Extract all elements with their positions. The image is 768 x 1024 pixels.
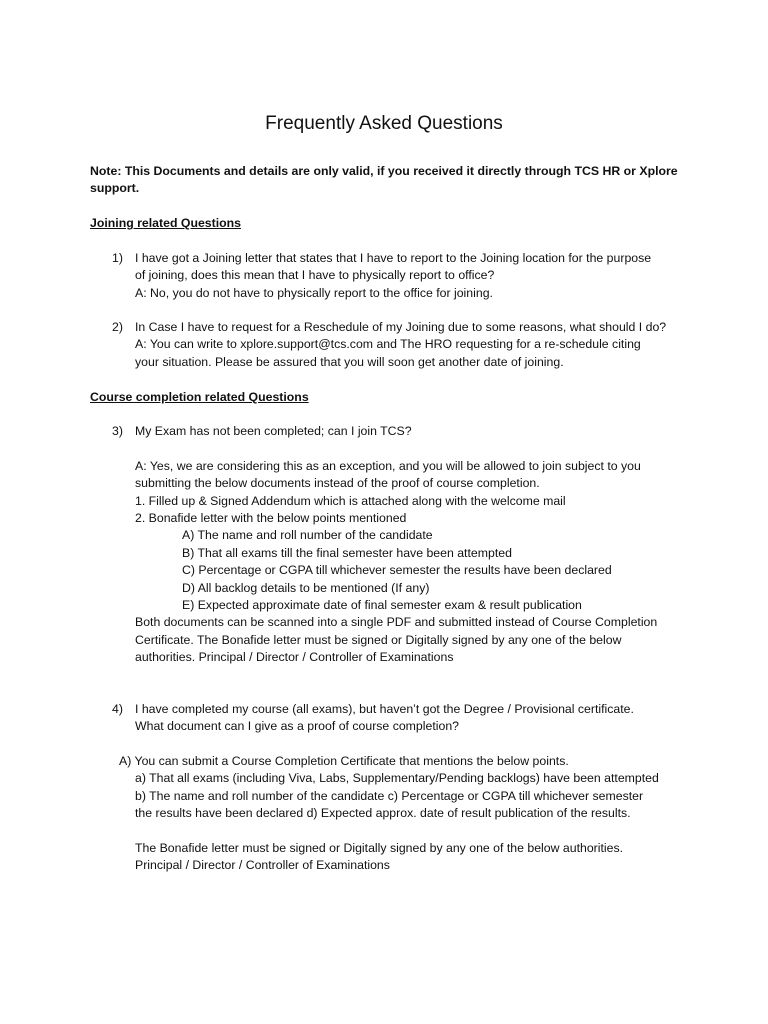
q3-answer-line-3: 1. Filled up & Signed Addendum which is attached along with the welcome mail — [135, 494, 566, 508]
q2-answer-line-2: your situation. Please be assured that you will soon get another date of joining. — [135, 355, 564, 369]
q3-point-c: C) Percentage or CGPA till whichever semester the results have been declared — [182, 563, 612, 577]
q3-answer-line-2: submitting the below documents instead of the proof of course completion. — [135, 476, 540, 490]
q1-line-2: of joining, does this mean that I have to physically report to office? — [135, 268, 495, 282]
q3-answer-line-4: 2. Bonafide letter with the below points mentioned — [135, 511, 407, 525]
q3-question: My Exam has not been completed; can I join TCS? — [135, 424, 412, 438]
q2-answer-line-1: A: You can write to xplore.support@tcs.com and The HRO requesting for a re-schedule citing — [135, 337, 641, 351]
q4-line-1: I have completed my course (all exams), but haven’t got the Degree / Provisional certificate. — [135, 702, 634, 716]
q3-closing-line-1: Both documents can be scanned into a single PDF and submitted instead of Course Completion — [135, 615, 658, 629]
section-heading-course: Course completion related Questions — [90, 390, 309, 404]
q3-point-b: B) That all exams till the final semester have been attempted — [182, 546, 512, 560]
q3-point-a: A) The name and roll number of the candidate — [182, 528, 433, 542]
note-line-1: Note: This Documents and details are only valid, if you received it directly through TCS HR or Xplore — [90, 164, 678, 178]
q1-line-1: I have got a Joining letter that states that I have to report to the Joining location for the purpose — [135, 251, 652, 265]
q4-answer-first: A) You can submit a Course Completion Certificate that mentions the below points. — [119, 754, 569, 768]
q3-point-e: E) Expected approximate date of final semester exam & result publication — [182, 598, 582, 612]
q4-answer-line-3: the results have been declared d) Expected approx. date of result publication of the results. — [135, 806, 631, 820]
q1-answer: A: No, you do not have to physically report to the office for joining. — [135, 286, 493, 300]
q3-closing-line-3: authorities. Principal / Director / Controller of Examinations — [135, 650, 454, 664]
q4-answer-line-2: b) The name and roll number of the candidate c) Percentage or CGPA till whichever semester — [135, 789, 644, 803]
q3-number: 3) — [112, 424, 123, 438]
q3-point-d: D) All backlog details to be mentioned (If any) — [182, 581, 430, 595]
q2-line-1: In Case I have to request for a Reschedule of my Joining due to some reasons, what should I do? — [135, 320, 667, 334]
q4-number: 4) — [112, 702, 123, 716]
q3-answer-line-1: A: Yes, we are considering this as an exception, and you will be allowed to join subject to you — [135, 459, 641, 473]
note-line-2: support. — [90, 181, 140, 195]
q4-answer-line-1: a) That all exams (including Viva, Labs, Supplementary/Pending backlogs) have been attempted — [135, 771, 659, 785]
q1-number: 1) — [112, 251, 123, 265]
q4-closing-line-1: The Bonafide letter must be signed or Digitally signed by any one of the below authorities. — [135, 841, 624, 855]
q4-line-2: What document can I give as a proof of course completion? — [135, 719, 459, 733]
q3-closing-line-2: Certificate. The Bonafide letter must be signed or Digitally signed by any one of the below — [135, 633, 622, 647]
q4-closing-line-2: Principal / Director / Controller of Examinations — [135, 858, 390, 872]
page-title: Frequently Asked Questions — [265, 113, 503, 134]
section-heading-joining: Joining related Questions — [90, 216, 242, 230]
q2-number: 2) — [112, 320, 123, 334]
